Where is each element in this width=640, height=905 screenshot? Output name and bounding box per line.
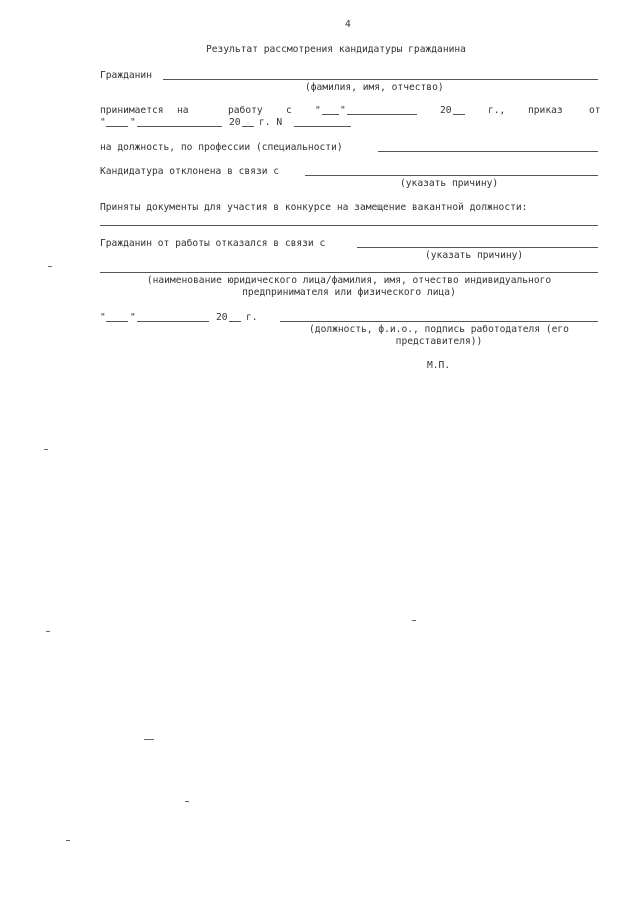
scan-speck [144, 739, 154, 740]
order-from-word: от [589, 105, 601, 116]
document-title: Результат рассмотрения кандидатуры гражданина [206, 44, 466, 55]
page-number: 4 [345, 19, 351, 30]
scan-speck [185, 801, 189, 802]
hired-quote-open: " [315, 105, 321, 116]
reason-caption-2: (указать причину) [425, 250, 524, 261]
hired-word-2: на [177, 105, 189, 116]
sign-month-line [137, 321, 209, 322]
sign-quote-close: " [130, 312, 136, 323]
sign-year-prefix: 20 [216, 312, 228, 323]
order-number-label: г. N [259, 117, 283, 128]
rejected-label: Кандидатура отклонена в связи с [100, 166, 280, 177]
fio-caption: (фамилия, имя, отчество) [305, 82, 444, 93]
scan-speck [66, 840, 70, 841]
refused-reason-line [357, 247, 598, 248]
rejected-reason-line [305, 175, 598, 176]
signature-line [280, 321, 598, 322]
scan-speck [48, 266, 52, 267]
order-year-line [242, 126, 254, 127]
scan-speck [412, 620, 416, 621]
citizen-fio-line [163, 79, 598, 80]
hired-day-line [322, 114, 339, 115]
signature-caption-2: представителя)) [395, 336, 483, 347]
sign-year-line [229, 321, 241, 322]
sign-year-suffix: г. [246, 312, 258, 323]
order-month-line [137, 126, 222, 127]
order-number-line [294, 126, 351, 127]
hired-year-line [453, 114, 465, 115]
contest-docs-label: Приняты документы для участия в конкурсе на замещение вакантной должности: [100, 202, 528, 213]
reason-caption-1: (указать причину) [400, 178, 499, 189]
order-year-prefix: 20 [229, 117, 241, 128]
sign-day-line [106, 321, 128, 322]
sign-quote-open: " [100, 312, 106, 323]
position-label: на должность, по профессии (специальности) [100, 142, 343, 153]
scan-speck [44, 449, 48, 450]
hired-month-line [347, 114, 417, 115]
citizen-label: Гражданин [100, 70, 152, 81]
position-line [378, 151, 598, 152]
employer-line [100, 272, 598, 273]
employer-caption-1: (наименование юридического лица/фамилия, имя, отчество индивидуального [146, 275, 552, 286]
hired-quote-close: " [340, 105, 346, 116]
order-day-line [106, 126, 128, 127]
employer-caption-2: предпринимателя или физического лица) [242, 287, 456, 298]
scan-speck [46, 631, 50, 632]
hired-word-4: с [286, 105, 292, 116]
order-quote-close: " [130, 117, 136, 128]
signature-caption-1: (должность, ф.и.о., подпись работодателя (его [309, 324, 569, 335]
hired-word-1: принимается [100, 105, 164, 116]
refused-label: Гражданин от работы отказался в связи с [100, 238, 326, 249]
order-word: приказ [528, 105, 563, 116]
stamp-placeholder: М.П. [427, 360, 451, 371]
hired-year-suffix: г., [488, 105, 506, 116]
hired-word-3: работу [228, 105, 263, 116]
contest-docs-line [100, 225, 598, 226]
order-quote-open: " [100, 117, 106, 128]
hired-year-prefix: 20 [440, 105, 452, 116]
